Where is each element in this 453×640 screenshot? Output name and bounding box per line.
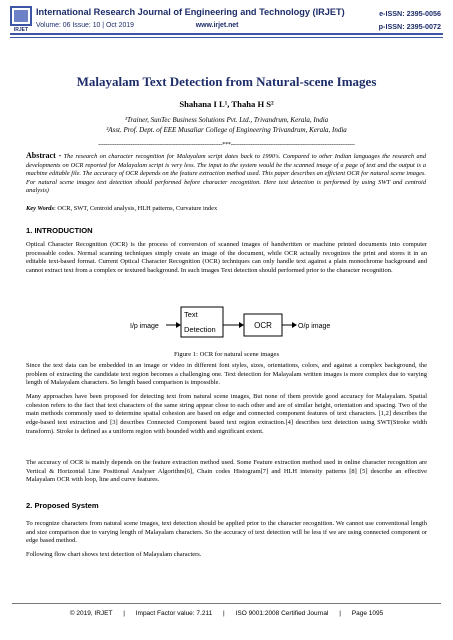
figure-ocr-diagram [120,302,350,346]
journal-website[interactable]: www.irjet.net [195,22,239,29]
volume-issue: Volume: 06 Issue: 10 | Oct 2019 [36,22,134,29]
arrowhead-output [292,322,297,328]
section-heading-introduction: 1. INTRODUCTION [26,226,93,235]
footer-copyright: © 2019, IRJET [69,610,113,617]
text-detection-label-2: Detection [184,325,216,334]
paper-title: Malayalam Text Detection from Natural-scene Images [76,74,377,89]
intro-paragraph-2: Since the text data can be embedded in an image or video in different font styles, sizes, orientations, colors, and against a complex background, the problem of extracting the candidate text region becomes a challenging one. Text detection for Malayalam written images is more complex due to varying length of Malayalam characters. So length based comparison is impossible. [26,362,427,387]
abstract-label: Abstract - [26,151,62,160]
intro-paragraph-4: The accuracy of OCR is mainly depends on the feature extraction method used. Some Feature extraction method used in online character recognition are Vertical & Horizontal Line Positional Analyser Algorithm[6], Chain codes Histogram[7] and HLH intensity patterns [8] [5] describe an effective Malayalam OCR with loop, line and curve features. [26,459,427,484]
footer-page-number: Page 1095 [351,610,384,617]
header-rule [10,33,443,35]
keywords-text: : OCR, SWT, Centroid analysis, HLH patterns, Curvature index [54,205,218,212]
figure-caption: Figure 1: OCR for natural scene images [173,351,280,358]
page-footer: © 2019, IRJET | Impact Factor value: 7.211 | ISO 9001:2008 Certified Journal | Page 1095 [69,610,384,617]
intro-paragraph-3: Many approaches have been proposed for detecting text from natural scene images, But none of them provide good accuracy for Malayalam. Spatial cohesion refers to the fact that text characters of the same string appear close to each other and are of similar height, orientation and spacing. Two of the main methods commonly used to determine spatial cohesion are based on edge and connected component features of text characters. [1,2] describes the edge-based text extraction and [3] describes Connected Component based text region extraction.[4] describes text detection using SWT(Stroke width transform). Stroke is defined as a uniform region with bounded width and significant extent. [26,393,427,435]
keywords-label: Key Words [26,205,54,212]
output-image-label: O/p image [298,323,331,330]
arrowhead-middle [239,322,244,328]
separator-line: ---------------------------------------------------------------------***--------------------------------------------------------------------- [98,142,355,148]
affiliation-1: ¹Trainer, SunTec Business Solutions Pvt. Ltd., Trivandrum, Kerala, India [124,116,329,124]
input-image-label: I/p image [130,323,159,330]
footer-iso: ISO 9001:2008 Certified Journal [235,610,329,617]
paper-authors: Shahana I L¹, Thaha H S² [179,99,274,109]
issue-info [36,22,238,29]
journal-title: International Research Journal of Engineering and Technology (IRJET) [36,7,345,17]
eissn: e-ISSN: 2395-0056 [379,9,441,18]
text-detection-label-1: Text [184,310,198,319]
footer-rule [12,603,441,604]
logo-text: IRJET [13,27,29,32]
ocr-label: OCR [254,321,272,330]
abstract [26,152,426,196]
pissn: p-ISSN: 2395-0072 [378,22,441,31]
irjet-logo [10,6,32,32]
footer-impact-factor: Impact Factor value: 7.211 [135,610,213,617]
affiliation-2: ²Asst. Prof. Dept. of EEE Musaliar College of Engineering Trivandrum, Kerala, India [106,126,347,134]
intro-paragraph-1: Optical Character Recognition (OCR) is the process of conversion of scanned images of handwritten or machine printed documents into computer processable codes. Normal scanning techniques simply create an image of the document, while OCR actually recognizes the print and stores it in an editable text-based format. Current Optical Character Recognition (OCR) techniques can only handle text against a plain monochrome background and cannot extract text from a complex or textured background. In such images Text detection should performed prior to the character recognition. [26,241,427,275]
header-rule-thin [10,37,443,38]
abstract-text: The research on character recognition for Malayalam script dates back to 1990's. Compared to other Indian languages the research and developments on OCR reported for Malayalam script is very less. The input to the system would be the scanned image of a page of text and the output is a machine editable file. The accuracy of OCR depends on the feature extraction method used. This paper describes an efficient OCR for natural scene images. For natural scene images text detection should performed before character recognition. Here text detection is performed by using SWT and centroid analysis) [26,153,426,195]
proposed-paragraph-1: To recognize characters from natural scene images, text detection should be applied prior to the character recognition. We cannot use conventional length and size comparison due to varying length of Malayalam characters. So the accuracy of text detection will be less if we are using connected component or edge based method. [26,520,427,545]
arrowhead-input [176,322,181,328]
section-heading-proposed-system: 2. Proposed System [26,501,99,510]
keywords [26,205,426,212]
proposed-paragraph-2: Following flow chart shows text detection of Malayalam characters. [26,551,202,558]
